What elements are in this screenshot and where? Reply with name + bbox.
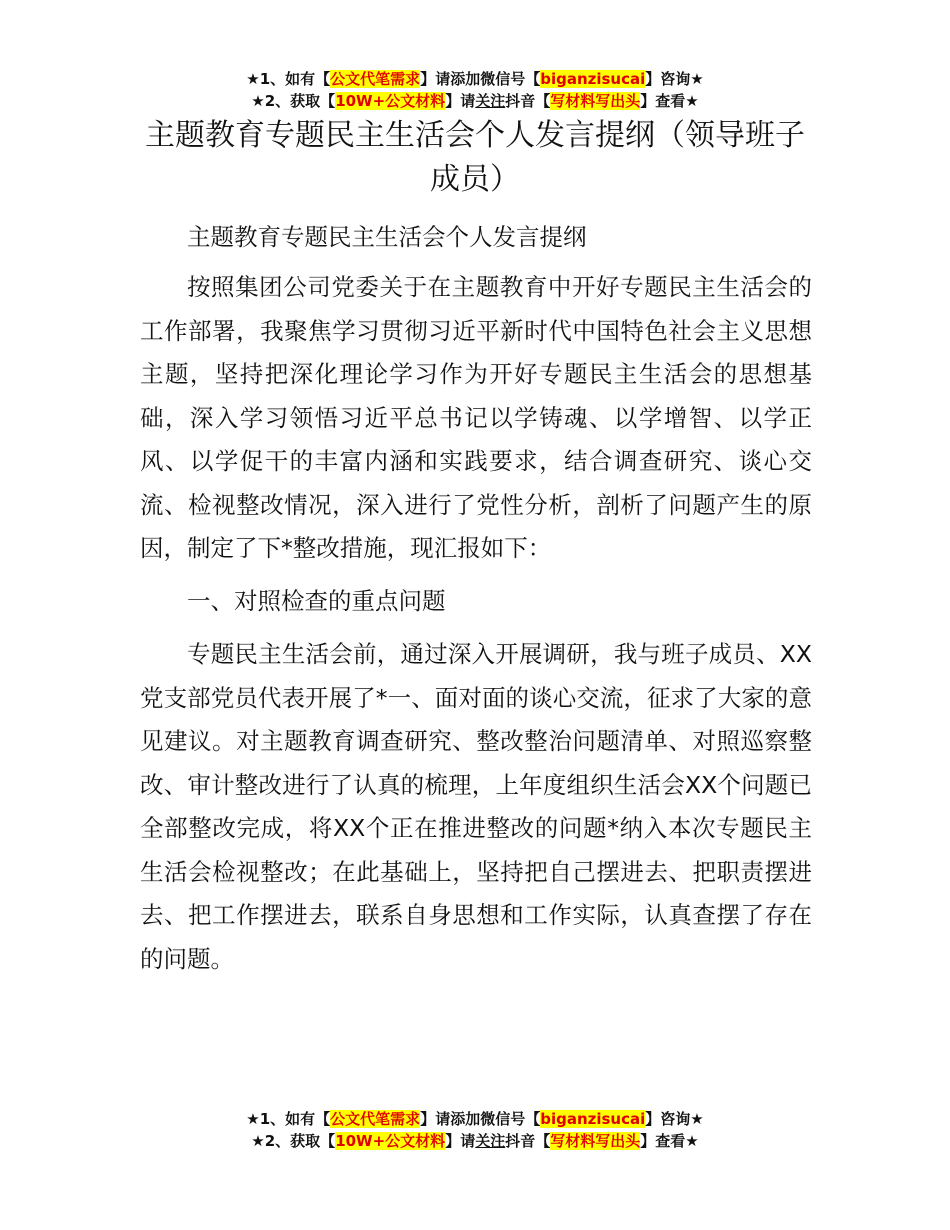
footer-highlight-wechat-id: biganzisucai — [540, 1110, 646, 1128]
section-heading-1: 一、对照检查的重点问题 — [187, 587, 446, 615]
footer-highlight-douyin-account: 写材料写出头 — [550, 1132, 641, 1150]
banner-line-1-prefix: ★1、如有【 — [246, 70, 331, 88]
banner-line-1-mid: 】请添加微信号【 — [420, 70, 541, 88]
footer-highlight-materials: 10W+公文材料 — [335, 1132, 446, 1150]
banner-highlight-douyin-account: 写材料写出头 — [550, 92, 641, 110]
footer-banner-line-2 — [0, 1130, 950, 1152]
banner-line-1 — [0, 68, 950, 90]
document-subtitle: 主题教育专题民主生活会个人发言提纲 — [187, 223, 587, 251]
banner-line-1-suffix: 】咨询★ — [645, 70, 704, 88]
footer-line-2-suffix: 】查看★ — [640, 1132, 699, 1150]
banner-highlight-ghostwriting: 公文代笔需求 — [330, 70, 421, 88]
footer-line-1-mid: 】请添加微信号【 — [420, 1110, 541, 1128]
footer-banner — [0, 1108, 950, 1152]
banner-highlight-materials: 10W+公文材料 — [335, 92, 446, 110]
banner-line-2-mid-after: 抖音【 — [505, 92, 551, 110]
document-title: 主题教育专题民主生活会个人发言提纲（领导班子成员） — [145, 118, 805, 197]
banner-highlight-wechat-id: biganzisucai — [540, 70, 646, 88]
footer-follow-underlined: 关注 — [475, 1132, 506, 1150]
footer-line-1-suffix: 】咨询★ — [645, 1110, 704, 1128]
footer-line-2-prefix: ★2、获取【 — [251, 1132, 336, 1150]
banner-line-2 — [0, 90, 950, 112]
header-banner — [0, 68, 950, 112]
footer-line-2-mid-after: 抖音【 — [505, 1132, 551, 1150]
banner-line-2-mid-before: 】请 — [445, 92, 476, 110]
footer-line-2-mid-before: 】请 — [445, 1132, 476, 1150]
banner-follow-underlined: 关注 — [475, 92, 506, 110]
footer-line-1-prefix: ★1、如有【 — [246, 1110, 331, 1128]
banner-line-2-prefix: ★2、获取【 — [251, 92, 336, 110]
footer-highlight-ghostwriting: 公文代笔需求 — [330, 1110, 421, 1128]
footer-banner-line-1 — [0, 1108, 950, 1130]
paragraph-section-1: 专题民主生活会前，通过深入开展调研，我与班子成员、XX党支部党员代表开展了*一、面对面的谈心交流，征求了大家的意见建议。对主题教育调查研究、整改整治问题清单、对照巡察整改、审计整改进行了认真的梳理，上年度组织生活会XX个问题已全部整改完成，将XX个正在推进整改的问题*纳入本次专题民主生活会检视整改；在此基础上，坚持把自己摆进去、把职责摆进去、把工作摆进去，联系自身思想和工作实际，认真查摆了存在的问题。 — [140, 640, 812, 973]
paragraph-intro: 按照集团公司党委关于在主题教育中开好专题民主生活会的工作部署，我聚焦学习贯彻习近平新时代中国特色社会主义思想主题，坚持把深化理论学习作为开好专题民主生活会的思想基础，深入学习领悟习近平总书记以学铸魂、以学增智、以学正风、以学促干的丰富内涵和实践要求，结合调查研究、谈心交流、检视整改情况，深入进行了党性分析，剖析了问题产生的原因，制定了下*整改措施，现汇报如下： — [140, 273, 812, 562]
banner-line-2-suffix: 】查看★ — [640, 92, 699, 110]
